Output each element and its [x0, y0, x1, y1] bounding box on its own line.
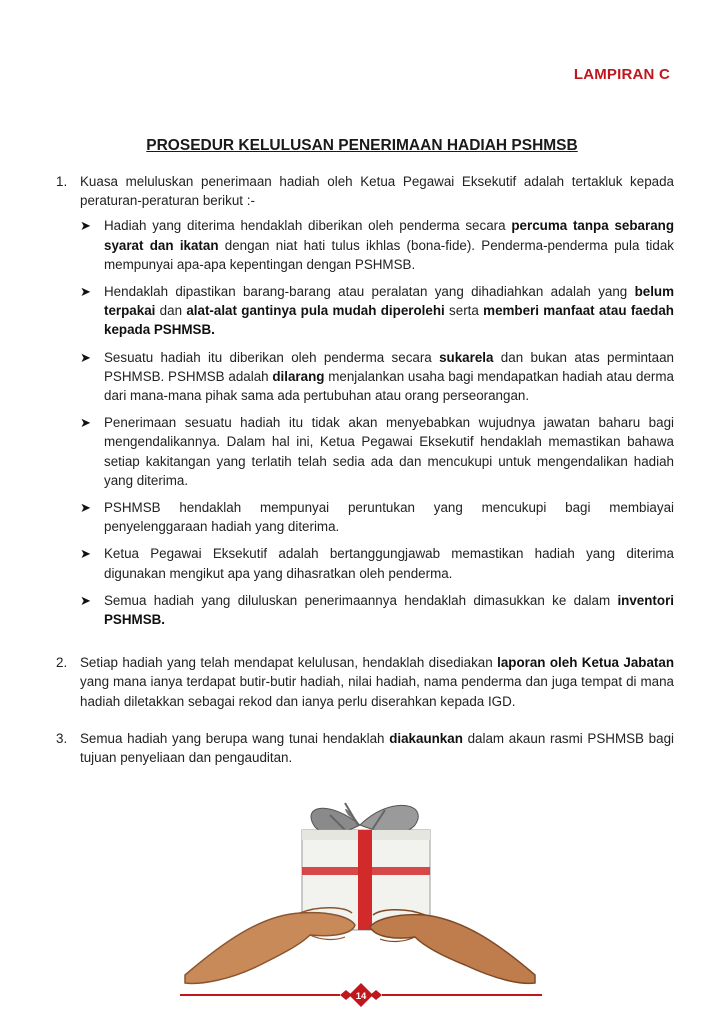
- arrowhead-bullet-icon: ➤: [80, 592, 91, 608]
- arrowhead-bullet-icon: ➤: [80, 218, 91, 234]
- page-footer: [180, 982, 542, 1008]
- item-text: Kuasa meluluskan penerimaan hadiah oleh Ketua Pegawai Eksekutif adalah tertakluk kepada peraturan-peraturan berikut :-: [80, 174, 674, 209]
- numbered-item-3: [56, 729, 674, 767]
- bullet-item: ➤ Hendaklah dipastikan barang-barang atau peralatan yang dihadiahkan adalah yang belum terpakai dan alat-alat gantinya pula mudah diperolehi serta memberi manfaat atau faedah kepada PSHMSB.: [80, 282, 674, 340]
- arrowhead-bullet-icon: ➤: [80, 415, 91, 431]
- arrowhead-bullet-icon: ➤: [80, 284, 91, 300]
- arrowhead-bullet-icon: ➤: [80, 546, 91, 562]
- numbered-item-1: [56, 172, 674, 637]
- bullet-list: [80, 216, 674, 629]
- appendix-label: LAMPIRAN C: [573, 66, 670, 83]
- bullet-item: ➤ Hadiah yang diterima hendaklah diberikan oleh penderma secara percuma tanpa sebarang syarat dan ikatan dengan niat hati tulus ikhlas (bona-fide). Penderma-penderma pula tidak mempunyai apa-apa kepentingan dengan PSHMSB.: [80, 216, 674, 274]
- page-number: 14: [355, 991, 367, 1002]
- item-text: Semua hadiah yang berupa wang tunai hendaklah diakaunkan dalam akaun rasmi PSHMSB bagi tujuan penyeliaan dan pengauditan.: [80, 730, 675, 766]
- bullet-item: ➤ Ketua Pegawai Eksekutif adalah bertanggungjawab memastikan hadiah yang diterima digunakan mengikut apa yang dihasratkan oleh penderma.: [80, 544, 674, 582]
- document-body: [56, 172, 674, 779]
- numbered-item-2: [56, 653, 674, 711]
- arrowhead-bullet-icon: ➤: [80, 500, 91, 516]
- item-number: 1.: [56, 174, 68, 189]
- item-number: 3.: [56, 730, 68, 746]
- item-number: 2.: [56, 655, 68, 671]
- right-hand-icon: [370, 910, 535, 984]
- bullet-item: ➤ Semua hadiah yang diluluskan penerimaannya hendaklah dimasukkan ke dalam inventori PSHMSB.: [80, 591, 674, 629]
- arrowhead-bullet-icon: ➤: [80, 349, 91, 365]
- bullet-item: ➤ PSHMSB hendaklah mempunyai peruntukan yang mencukupi bagi membiayai penyelenggaraan hadiah yang diterima.: [80, 498, 674, 536]
- bullet-item: ➤ Sesuatu hadiah itu diberikan oleh penderma secara sukarela dan bukan atas permintaan PSHMSB. PSHMSB adalah dilarang menjalankan usaha bagi mendapatkan hadiah atau derma dari mana-mana pihak sama ada pertubuhan atau orang perseorangan.: [80, 348, 674, 406]
- left-hand-icon: [185, 908, 355, 984]
- bullet-item: ➤ Penerimaan sesuatu hadiah itu tidak akan menyebabkan wujudnya jawatan baharu bagi mengendalikannya. Dalam hal ini, Ketua Pegawai Eksekutif hendaklah memastikan bahawa setiap kakitangan yang terlatih telah sedia ada dan mencukupi untuk mengendalikan hadiah yang diterima.: [80, 413, 674, 490]
- gift-hands-illustration: [180, 795, 540, 985]
- item-text: Setiap hadiah yang telah mendapat kelulusan, hendaklah disediakan laporan oleh Ketua Jabatan yang mana ianya terdapat butir-butir hadiah, nilai hadiah, nama penderma dan juga tempat di mana hadiah diletakkan sebagai rekod dan ianya perlu diserahkan kepada IGD.: [80, 655, 674, 709]
- page-title: PROSEDUR KELULUSAN PENERIMAAN HADIAH PSHMSB: [146, 137, 578, 154]
